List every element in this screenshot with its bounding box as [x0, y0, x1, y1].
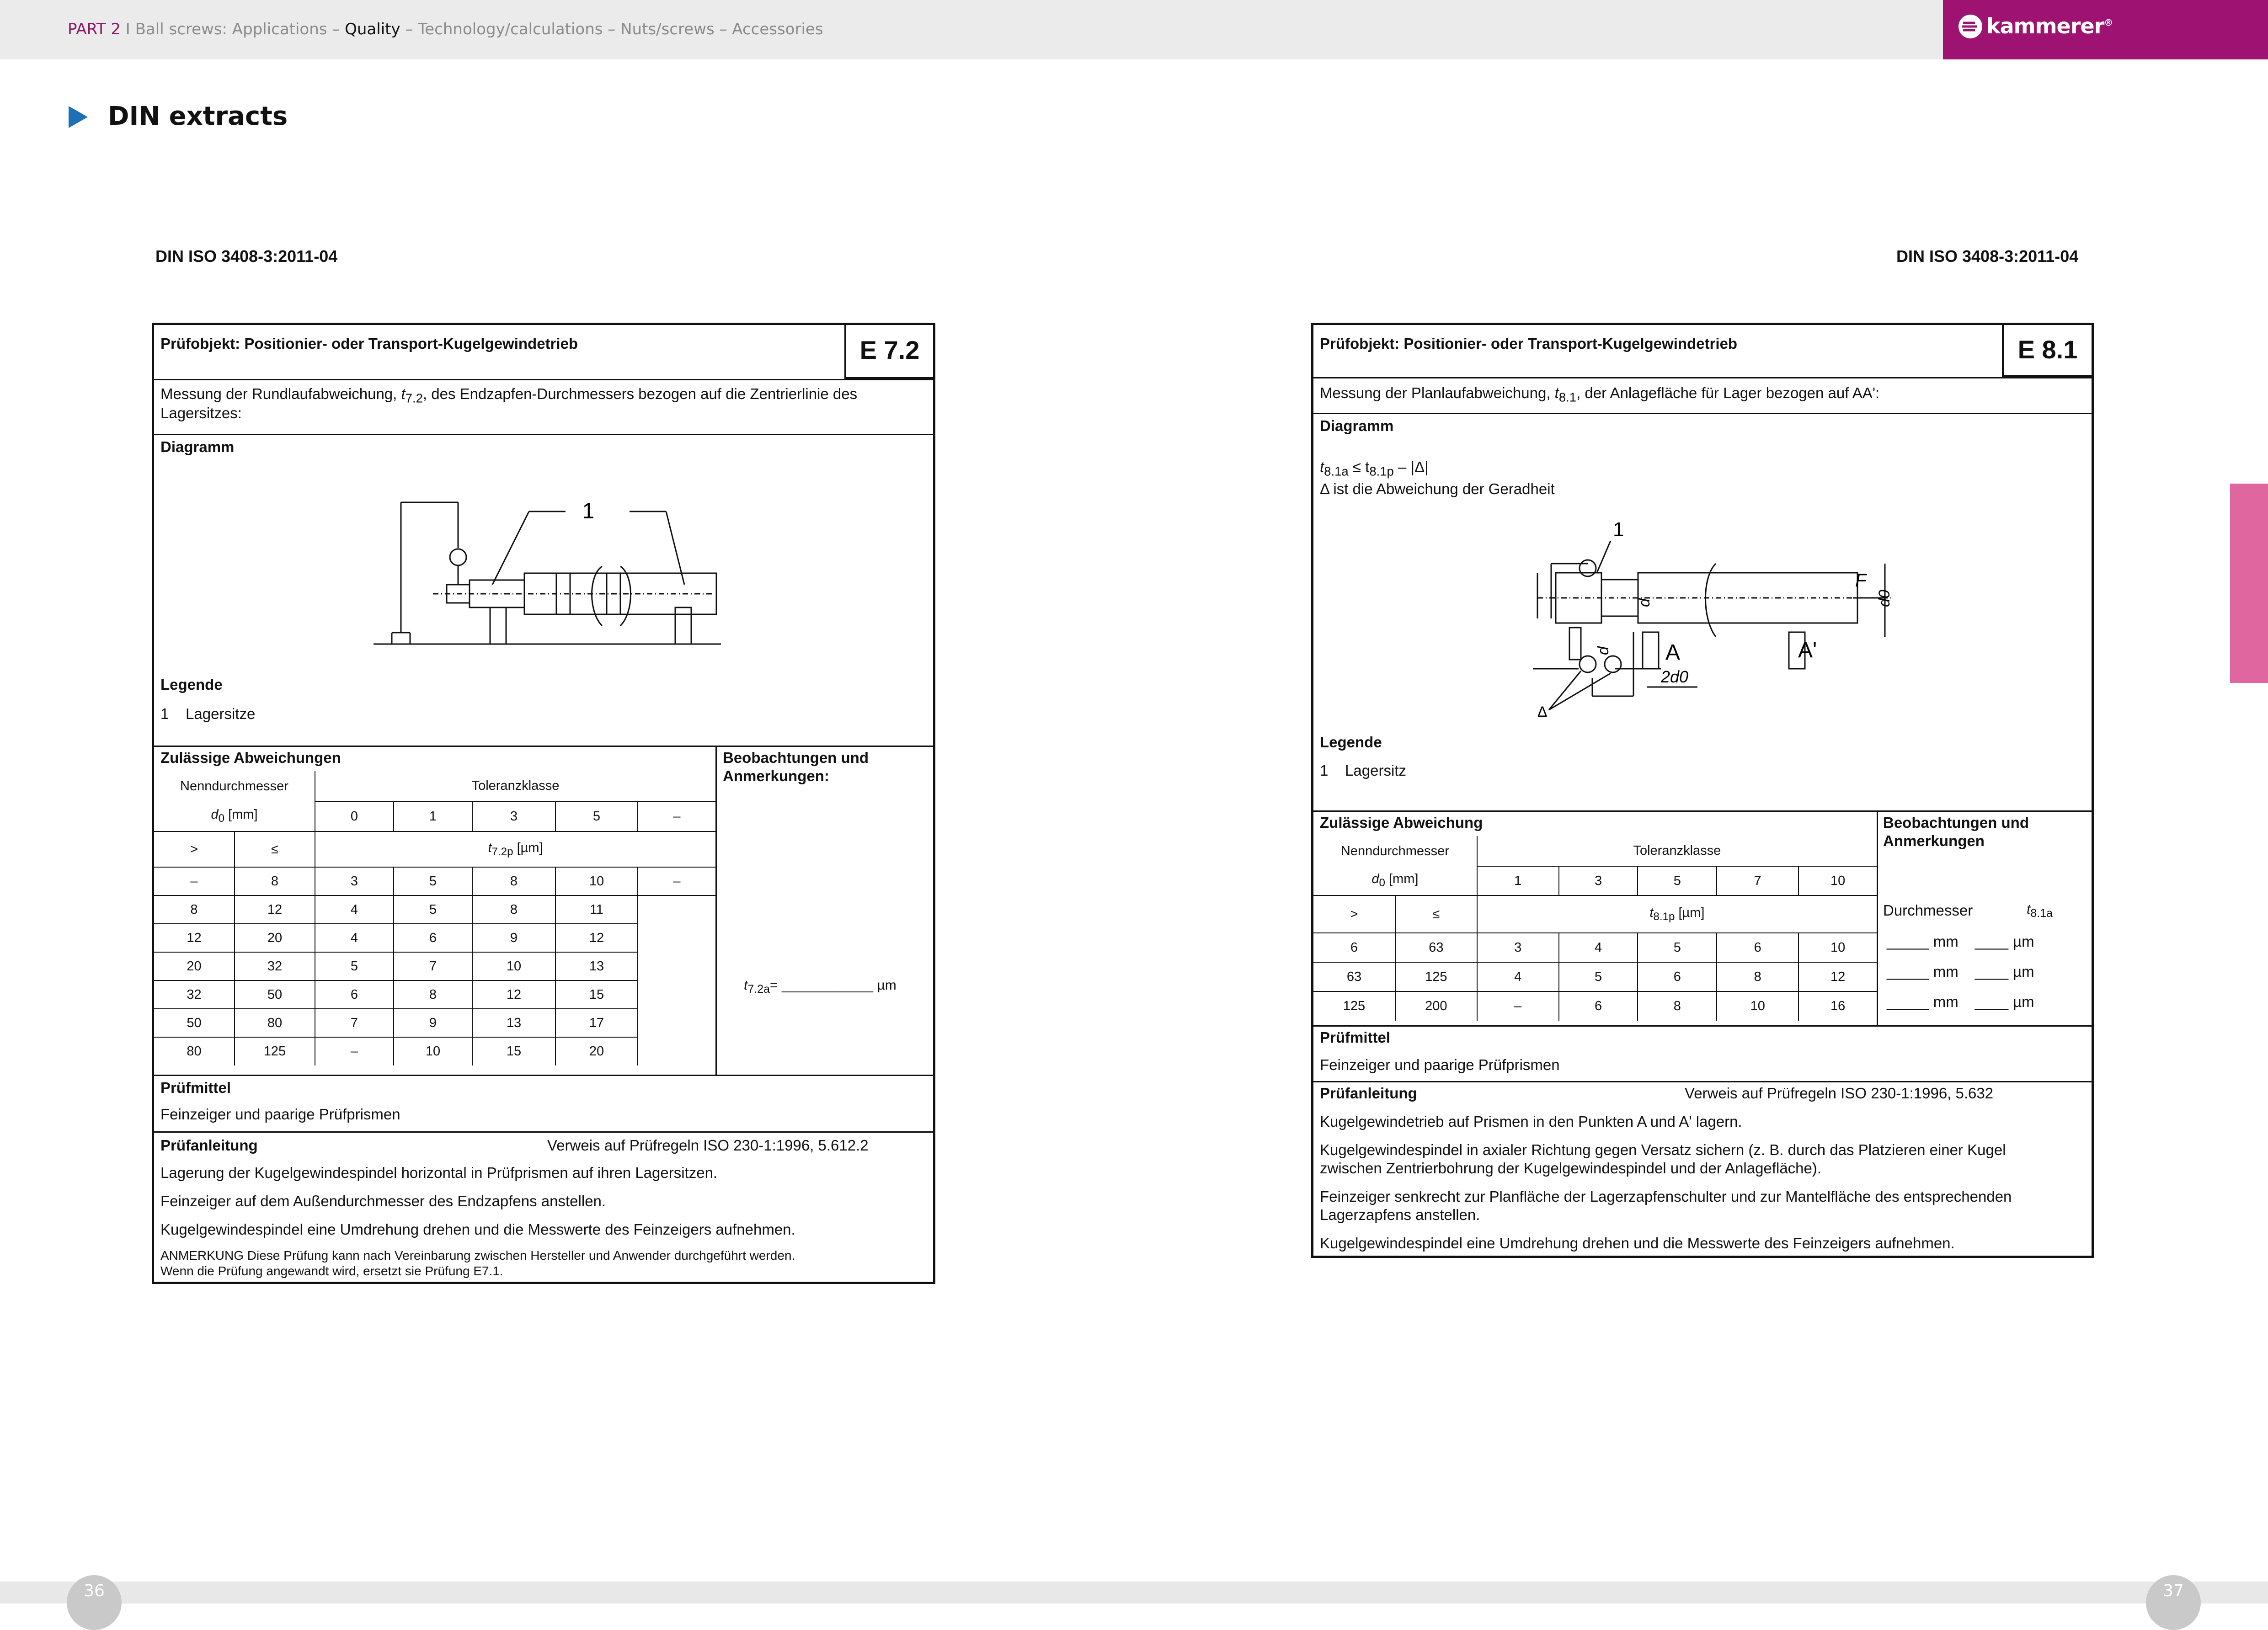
brand-registered: ®	[2104, 17, 2113, 28]
right-class-cell: 5	[1638, 866, 1717, 895]
right-legend-text: Lagersitz	[1345, 762, 1406, 779]
right-obs-blank-um[interactable]: ____	[1974, 963, 2009, 980]
left-table-cell: 3	[315, 867, 394, 895]
left-table-cell	[638, 1037, 715, 1065]
right-axial-runout-diagram	[1524, 504, 1899, 724]
left-nd-header: Nenndurchmesser	[154, 771, 315, 801]
left-table-row	[154, 1009, 715, 1037]
kammerer-logo-icon	[1957, 13, 1984, 40]
left-table-cell: 15	[472, 1037, 555, 1065]
page-number-left: 36	[67, 1575, 122, 1630]
left-table-cell: 13	[472, 1009, 555, 1037]
left-d0-unit: [mm]	[228, 807, 258, 822]
left-tools-row	[154, 1075, 933, 1133]
left-table-cell: 8	[472, 867, 555, 895]
left-object-title: Prüfobjekt: Positionier- oder Transport-Kugelgewindetrieb	[160, 335, 578, 352]
left-legend-heading: Legende	[160, 676, 223, 693]
right-instr-ref: Verweis auf Prüfregeln ISO 230-1:1996, 5.632	[1685, 1085, 1994, 1102]
left-d0-sym: d	[211, 807, 219, 822]
left-table-cell: 15	[555, 980, 638, 1009]
right-nd-header: Nenndurchmesser	[1313, 836, 1477, 866]
left-unit-sym: t	[488, 840, 492, 855]
left-table-cell: 20	[154, 952, 235, 980]
right-obs-blank-um[interactable]: ____	[1974, 933, 2009, 950]
right-obs-um: µm	[2013, 993, 2034, 1010]
left-table-cell: 5	[394, 895, 472, 924]
right-obs-mm: mm	[1933, 993, 1958, 1010]
left-unit-text: [µm]	[517, 840, 543, 855]
left-table-cell: 17	[555, 1009, 638, 1037]
right-delta-line: Δ ist die Abweichung der Geradheit	[1320, 480, 1555, 497]
left-instr-step: Feinzeiger auf dem Außendurchmesser des Endzapfens anstellen.	[160, 1193, 606, 1209]
left-table-cell: 80	[154, 1037, 235, 1065]
left-table-row	[154, 1037, 715, 1065]
right-diagram-2d0: 2d0	[1661, 667, 1689, 686]
right-object-title: Prüfobjekt: Positionier- oder Transport-Kugelgewindetrieb	[1320, 335, 1738, 352]
left-runout-diagram	[374, 493, 721, 649]
left-table-cell: 8	[472, 895, 555, 924]
right-legend-item	[1320, 762, 1406, 779]
left-measured-value	[744, 978, 897, 996]
right-obs-entry[interactable]	[1887, 993, 2039, 1011]
left-table-cell: –	[154, 867, 235, 895]
right-d0-header	[1313, 866, 1477, 895]
left-d0-sub: 0	[218, 812, 225, 825]
right-instr-step: Lagerzapfens anstellen.	[1320, 1206, 1480, 1223]
left-measure-b: , des Endzapfen-Durchmessers bezogen auf die Zentrierlinie des	[422, 385, 858, 402]
right-instr-heading: Prüfanleitung	[1320, 1085, 1417, 1102]
left-class-cell: 0	[315, 801, 394, 831]
right-tolerance-table	[1313, 836, 1877, 1021]
left-table-cell: 50	[235, 980, 315, 1009]
right-table-cell: –	[1477, 991, 1559, 1021]
right-class-cell: 1	[1477, 866, 1559, 895]
left-table-cell: 6	[315, 980, 394, 1009]
left-measured-sym: t	[744, 978, 748, 993]
left-din-reference: DIN ISO 3408-3:2011-04	[155, 247, 338, 266]
left-measured-sub: 7.2a	[747, 983, 770, 996]
left-unit-sub: 7.2p	[491, 845, 513, 858]
left-diagram-callout: 1	[582, 499, 595, 523]
brand-logo[interactable]	[1943, 0, 2268, 59]
right-unit-sym: t	[1649, 905, 1654, 920]
breadcrumb	[68, 20, 823, 38]
right-instr-step: Kugelgewindetrieb auf Prismen in den Punkten A und A' lagern.	[1320, 1113, 1742, 1130]
right-diagram-force: F	[1855, 570, 1867, 591]
right-table-cell: 5	[1559, 962, 1638, 991]
left-obs-heading-2: Anmerkungen:	[723, 767, 829, 784]
right-table-cell: 125	[1395, 962, 1477, 991]
right-instr-step: Feinzeiger senkrecht zur Planfläche der Lagerzapfenschulter und zur Mantelfläche des entsprechenden	[1320, 1188, 2012, 1205]
left-table-cell: 12	[555, 924, 638, 952]
right-table-cell: 8	[1717, 962, 1798, 991]
right-table-cell: 6	[1559, 991, 1638, 1021]
left-table-cell: 10	[472, 952, 555, 980]
left-note-line2: Wenn die Prüfung angewandt wird, ersetzt sie Prüfung E7.1.	[160, 1264, 503, 1278]
left-table-cell: 20	[235, 924, 315, 952]
right-le-cell: ≤	[1395, 895, 1477, 933]
right-instr-step: Kugelgewindespindel in axialer Richtung gegen Versatz sichern (z. B. durch das Platzieren einer Kugel	[1320, 1141, 2006, 1158]
right-obs-um: µm	[2013, 963, 2034, 980]
right-obs-mm: mm	[1933, 963, 1958, 980]
left-gt-cell: >	[154, 831, 235, 867]
right-table-cell: 8	[1638, 991, 1717, 1021]
left-legend-text: Lagersitze	[186, 705, 256, 722]
right-class-cell: 7	[1717, 866, 1798, 895]
right-table-cell: 200	[1395, 991, 1477, 1021]
left-measure-a: Messung der Rundlaufabweichung,	[160, 385, 397, 402]
right-obs-heading: Beobachtungen und	[1883, 814, 2029, 831]
right-tools-text: Feinzeiger und paarige Prüfprismen	[1320, 1056, 1560, 1073]
right-tolerance-row	[1313, 810, 2092, 1027]
left-note-line1: ANMERKUNG Diese Prüfung kann nach Vereinbarung zwischen Hersteller und Anwender durchgeführt werden.	[160, 1248, 795, 1262]
page-number-right: 37	[2146, 1575, 2201, 1630]
left-tolerance-row	[154, 746, 933, 1076]
right-table-cell: 4	[1477, 962, 1559, 991]
left-measured-eq: =	[770, 978, 778, 993]
right-d0-sym: d	[1371, 872, 1379, 887]
right-diagram-heading: Diagramm	[1320, 417, 1394, 434]
left-table-cell: 8	[235, 867, 315, 895]
left-unit-cell	[315, 831, 715, 867]
left-table-row	[154, 895, 715, 924]
right-table-cell: 6	[1638, 962, 1717, 991]
left-table-cell: 13	[555, 952, 638, 980]
right-obs-blank-mm[interactable]: _____	[1887, 993, 1929, 1010]
left-measure-sub: 7.2	[405, 391, 423, 405]
left-diagram-row	[154, 434, 933, 747]
right-obs-blank-mm[interactable]: _____	[1887, 963, 1929, 980]
right-diagram-d-upper: d	[1636, 598, 1653, 607]
left-table-cell: –	[315, 1037, 394, 1065]
left-instr-step: Lagerung der Kugelgewindespindel horizontal in Prüfprismen auf ihren Lagersitzen.	[160, 1164, 718, 1181]
right-measure-a: Messung der Planlaufabweichung,	[1320, 384, 1551, 401]
left-instr-ref: Verweis auf Prüfregeln ISO 230-1:1996, 5.612.2	[547, 1137, 869, 1154]
right-table-row	[1313, 962, 1877, 991]
left-table-cell: 12	[472, 980, 555, 1009]
right-diagram-callout: 1	[1613, 518, 1624, 541]
right-table-cell: 10	[1717, 991, 1798, 1021]
section-title: DIN extracts	[108, 101, 288, 131]
right-class-cell: 10	[1798, 866, 1877, 895]
left-table-cell: 125	[235, 1037, 315, 1065]
left-measure-line1	[160, 385, 857, 406]
left-table-cell: 10	[555, 867, 638, 895]
left-table-cell: 8	[394, 980, 472, 1009]
left-table-row	[154, 867, 715, 895]
left-table-cell: 8	[154, 895, 235, 924]
left-measured-unit: µm	[877, 978, 897, 993]
left-table-cell: 32	[235, 952, 315, 980]
left-instr-heading: Prüfanleitung	[160, 1137, 258, 1154]
right-legend-heading: Legende	[1320, 734, 1382, 751]
left-table-row	[154, 952, 715, 980]
right-legend-num: 1	[1320, 762, 1329, 779]
left-tools-heading: Prüfmittel	[160, 1079, 231, 1096]
left-table-cell: 11	[555, 895, 638, 924]
right-table-cell: 3	[1477, 933, 1559, 962]
right-formula	[1320, 458, 1429, 479]
right-tk-header: Toleranzklasse	[1477, 836, 1877, 866]
right-obs-t-label	[2027, 902, 2053, 920]
right-obs-divider	[1877, 810, 1878, 1025]
right-diagram-delta: Δ	[1537, 703, 1548, 720]
left-table-cell: 12	[235, 895, 315, 924]
right-obs-heading-2: Anmerkungen	[1883, 832, 1985, 849]
right-measure-sub: 8.1	[1558, 390, 1577, 405]
left-table-cell: 9	[472, 924, 555, 952]
left-obs-divider	[715, 746, 717, 1075]
left-legend-item	[160, 705, 255, 723]
left-class-cell: –	[638, 801, 715, 831]
right-measure-b: , der Anlagefläche für Lager bezogen auf AA':	[1576, 384, 1880, 401]
left-class-cell: 1	[394, 801, 472, 831]
left-table-cell: 5	[394, 867, 472, 895]
left-object-row	[154, 325, 933, 380]
brand-text: kammerer	[1986, 14, 2104, 38]
right-allowed-heading: Zulässige Abweichung	[1320, 814, 1483, 831]
chapter-tab[interactable]	[2230, 484, 2268, 683]
right-obs-um: µm	[2013, 933, 2034, 950]
left-d0-header	[154, 801, 315, 831]
right-diagram-row	[1313, 413, 2092, 812]
breadcrumb-part[interactable]: PART 2	[68, 20, 121, 38]
left-table-cell	[638, 895, 715, 924]
right-formula-b-sub: 8.1p	[1369, 464, 1394, 479]
right-class-cell: 3	[1559, 866, 1638, 895]
left-tools-text: Feinzeiger und paarige Prüfprismen	[160, 1106, 400, 1123]
right-din-reference: DIN ISO 3408-3:2011-04	[1896, 247, 2079, 266]
right-d0-unit: [mm]	[1388, 872, 1419, 887]
right-formula-b: ≤ t	[1352, 458, 1370, 475]
right-measure-sym: t	[1554, 384, 1559, 401]
right-table-row	[1313, 933, 1877, 962]
footer-bar	[0, 1582, 2268, 1603]
brand-name	[1986, 14, 2113, 38]
left-measure-sym: t	[401, 385, 406, 402]
left-class-cell: 3	[472, 801, 555, 831]
right-unit-cell	[1477, 895, 1877, 933]
right-formula-a: t	[1320, 458, 1324, 475]
right-obs-entry[interactable]	[1887, 963, 2039, 980]
right-obs-entry[interactable]	[1887, 933, 2039, 950]
left-tolerance-table	[154, 771, 715, 1065]
left-table-cell: 12	[154, 924, 235, 952]
breadcrumb-separator: I	[125, 20, 130, 38]
left-table-cell: 7	[394, 952, 472, 980]
left-table-cell	[638, 980, 715, 1009]
left-diagram-heading: Diagramm	[160, 438, 235, 455]
right-diagram-point-a: A	[1665, 640, 1681, 665]
right-tools-heading: Prüfmittel	[1320, 1029, 1391, 1046]
left-table-cell: 5	[315, 952, 394, 980]
left-legend-num: 1	[160, 705, 169, 722]
right-diagram-point-a-prime: A'	[1798, 638, 1817, 662]
right-table-cell: 4	[1559, 933, 1638, 962]
left-table-cell: 4	[315, 924, 394, 952]
breadcrumb-prefix[interactable]: Ball screws: Applications –	[135, 20, 340, 38]
left-table-cell: 10	[394, 1037, 472, 1065]
left-measure-line2: Lagersitzes:	[160, 405, 242, 421]
left-table-cell	[638, 952, 715, 980]
left-measure-row	[154, 379, 933, 435]
left-table-row	[154, 924, 715, 952]
right-test-code: E 8.1	[2002, 325, 2092, 377]
right-test-sheet	[1311, 323, 2094, 1258]
left-instr-step: Kugelgewindespindel eine Umdrehung drehen und die Messwerte des Feinzeigers aufnehmen.	[160, 1221, 795, 1238]
right-object-row	[1313, 325, 2092, 378]
right-d0-sub: 0	[1379, 876, 1385, 889]
left-table-cell: –	[638, 867, 715, 895]
section-arrow-icon	[69, 106, 88, 128]
right-obs-blank-mm[interactable]: _____	[1887, 933, 1929, 950]
right-unit-sub: 8.1p	[1653, 910, 1675, 923]
right-tools-row	[1313, 1025, 2092, 1082]
right-diagram-d0: d0	[1876, 590, 1893, 607]
left-table-row	[154, 980, 715, 1009]
right-measure-row	[1313, 377, 2092, 414]
left-table-cell: 4	[315, 895, 394, 924]
left-table-cell: 32	[154, 980, 235, 1009]
right-obs-mm: mm	[1933, 933, 1958, 950]
right-obs-t-sub: 8.1a	[2030, 907, 2053, 920]
left-table-cell: 50	[154, 1009, 235, 1037]
left-allowed-heading: Zulässige Abweichungen	[160, 749, 341, 766]
left-table-cell: 6	[394, 924, 472, 952]
left-test-sheet	[152, 323, 935, 1284]
right-gt-cell: >	[1313, 895, 1395, 933]
left-obs-heading: Beobachtungen und	[723, 749, 869, 766]
right-table-row	[1313, 991, 1877, 1021]
left-class-cell: 5	[555, 801, 638, 831]
left-table-cell: 80	[235, 1009, 315, 1037]
right-table-cell: 12	[1798, 962, 1877, 991]
right-formula-c: – |Δ|	[1398, 458, 1429, 475]
header-bar	[0, 0, 1943, 59]
left-table-cell: 7	[315, 1009, 394, 1037]
left-table-cell: 20	[555, 1037, 638, 1065]
right-instr-step: zwischen Zentrierbohrung der Kugelgewindespindel und der Anlagefläche).	[1320, 1160, 1822, 1177]
right-instr-step: Kugelgewindespindel eine Umdrehung drehen und die Messwerte des Feinzeigers aufnehmen.	[1320, 1235, 1955, 1252]
right-table-cell: 63	[1395, 933, 1477, 962]
right-unit-text: [µm]	[1678, 905, 1705, 920]
left-measured-blank[interactable]: ____________	[781, 978, 874, 993]
right-table-cell: 125	[1313, 991, 1395, 1021]
right-table-cell: 63	[1313, 962, 1395, 991]
right-diagram-d-lower: d	[1595, 646, 1612, 655]
right-obs-blank-um[interactable]: ____	[1974, 993, 2009, 1010]
right-measure-line	[1320, 384, 1879, 405]
breadcrumb-current[interactable]: Quality	[345, 20, 400, 38]
left-table-cell	[638, 1009, 715, 1037]
right-table-cell: 16	[1798, 991, 1877, 1021]
right-obs-t-sym: t	[2027, 902, 2031, 917]
right-table-cell: 5	[1638, 933, 1717, 962]
right-table-cell: 6	[1313, 933, 1395, 962]
right-obs-diameter: Durchmesser	[1883, 902, 1973, 919]
left-tk-header: Toleranzklasse	[315, 771, 715, 801]
breadcrumb-suffix[interactable]: – Technology/calculations – Nuts/screws – Accessories	[405, 20, 823, 38]
left-test-code: E 7.2	[844, 325, 933, 379]
right-table-cell: 6	[1717, 933, 1798, 962]
right-formula-a-sub: 8.1a	[1324, 464, 1349, 479]
left-table-cell	[638, 924, 715, 952]
left-table-cell: 9	[394, 1009, 472, 1037]
left-le-cell: ≤	[235, 831, 315, 867]
right-table-cell: 10	[1798, 933, 1877, 962]
